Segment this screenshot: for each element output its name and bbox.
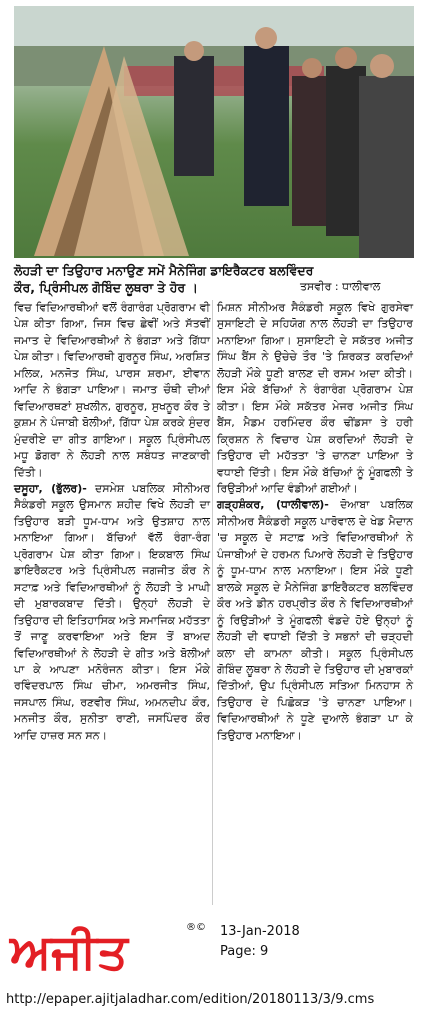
logo-text: ਅਜੀਤ xyxy=(10,924,128,978)
photo-illustration xyxy=(14,6,414,258)
dateline: ਗੜ੍ਹਸ਼ੰਕਰ, (ਧਾਲੀਵਾਲ)- xyxy=(217,498,329,512)
article-text: ਦਸਮੇਸ਼ ਪਬਲਿਕ ਸੀਨੀਅਰ ਸੈਕੰਡਰੀ ਸਕੂਲ ਉਸਮਾਨ ਸ਼ਹੀਦ ਵਿਖੇ ਲੋਹੜੀ ਦਾ ਤਿਉਹਾਰ ਬੜੀ ਧੂਮ-ਧਾਮ ਅਤੇ ਉਤਸ਼ਾਹ ਨਾਲ ਮਨਾਇਆ ਗਿਆ। ਬੱਚਿਆਂ ਵੱਲੋਂ ਰੰਗਾ-ਰੰਗ ਪ੍ਰੋਗਰਾਮ ਪੇਸ਼ ਕੀਤਾ ਗਿਆ। ਇਕਬਾਲ ਸਿੰਘ ਡਾਇਰੈਕਟਰ ਅਤੇ ਪ੍ਰਿੰਸੀਪਲ ਜਗਜੀਤ ਕੌਰ ਨੇ ਸਟਾਫ਼ ਅਤੇ ਵਿਦਿਆਰਥੀਆਂ ਨੂੰ ਲੋਹੜੀ ਤੇ ਮਾਘੀ ਦੀ ਮੁਬਾਰਕਬਾਦ ਦਿੱਤੀ। ਉਨ੍ਹਾਂ ਲੋਹੜੀ ਦੇ ਤਿਉਹਾਰ ਦੀ ਇਤਿਹਾਸਿਕ ਅਤੇ ਸਮਾਜਿਕ ਮਹੱਤਤਾ ਤੋਂ ਜਾਣੂ ਕਰਵਾਇਆ ਅਤੇ ਇਸ ਤੋਂ ਬਾਅਦ ਵਿਦਿਆਰਥੀਆਂ ਨੇ ਲੋਹੜੀ ਦੇ ਗੀਤ ਅਤੇ ਬੋਲੀਆਂ ਪਾ ਕੇ ਆਪਣਾ ਮਨੋਰੰਜਨ ਕੀਤਾ। ਇਸ ਮੌਕੇ ਰਵਿੰਦਰਪਾਲ ਸਿੰਘ ਚੀਮਾ, ਅਮਰਜੀਤ ਸਿੰਘ, ਜਸਪਾਲ ਸਿੰਘ, ਰਣਵੀਰ ਸਿੰਘ, ਅਮਨਦੀਪ ਕੌਰ, ਮਨਜੀਤ ਕੌਰ, ਸੁਨੀਤਾ ਰਾਣੀ, ਜਸਪਿੰਦਰ ਕੌਰ ਆਦਿ ਹਾਜ਼ਰ ਸਨ ਸਨ। xyxy=(14,481,211,742)
person-1-head xyxy=(184,41,204,61)
article-column-left xyxy=(14,300,210,744)
article-paragraph xyxy=(217,497,413,744)
dateline: ਦਸੂਹਾ, (ਭੁੱਲਰ)- xyxy=(14,481,87,495)
person-3-head xyxy=(302,58,322,78)
article-paragraph: ਮਿਸ਼ਨ ਸੀਨੀਅਰ ਸੈਕੰਡਰੀ ਸਕੂਲ ਵਿਖੇ ਗੁਰਸੇਵਾ ਸੁਸਾਇਟੀ ਦੇ ਸਹਿਯੋਗ ਨਾਲ ਲੋਹੜੀ ਦਾ ਤਿਉਹਾਰ ਮਨਾਇਆ ਗਿਆ। ਸੁਸਾਇਟੀ ਦੇ ਸਕੱਤਰ ਅਜੀਤ ਸਿੰਘ ਬੈਂਸ ਨੇ ਉਚੇਚੇ ਤੌਰ 'ਤੇ ਸ਼ਿਰਕਤ ਕਰਦਿਆਂ ਲੋਹੜੀ ਮੌਕੇ ਧੂਣੀ ਬਾਲਣ ਦੀ ਰਸਮ ਅਦਾ ਕੀਤੀ। ਇਸ ਮੌਕੇ ਬੱਚਿਆਂ ਨੇ ਰੰਗਾਰੰਗ ਪ੍ਰੋਗਰਾਮ ਪੇਸ਼ ਕੀਤਾ। ਇਸ ਮੌਕੇ ਸਕੱਤਰ ਮੇਜਰ ਅਜੀਤ ਸਿੰਘ ਬੈਂਸ, ਮੈਡਮ ਹਰਮਿੰਦਰ ਕੌਰ ਢੀਂਡਸਾ ਤੇ ਹਰੀ ਕ੍ਰਿਸ਼ਨ ਨੇ ਵਿਚਾਰ ਪੇਸ਼ ਕਰਦਿਆਂ ਲੋਹੜੀ ਦੇ ਤਿਉਹਾਰ ਦੀ ਮਹੱਤਤਾ 'ਤੇ ਚਾਨਣਾ ਪਾਇਆ ਤੇ ਵਧਾਈ ਦਿੱਤੀ। ਇਸ ਮੌਕੇ ਬੱਚਿਆਂ ਨੂੰ ਮੂੰਗਫਲੀ ਤੇ ਰਿਉੜੀਆਂ ਆਦਿ ਵੰਡੀਆਂ ਗਈਆਂ। xyxy=(217,301,413,495)
registered-mark: ®© xyxy=(186,922,206,933)
article-text: ਦੋਆਬਾ ਪਬਲਿਕ ਸੀਨੀਅਰ ਸੈਕੰਡਰੀ ਸਕੂਲ ਪਾਰੋਵਾਲ ਦੇ ਖੇਡ ਮੈਦਾਨ 'ਚ ਸਕੂਲ ਦੇ ਸਟਾਫ਼ ਅਤੇ ਵਿਦਿਆਰਥੀਆਂ ਨੇ ਪੰਜਾਬੀਆਂ ਦੇ ਹਰਮਨ ਪਿਆਰੇ ਲੋਹੜੀ ਦੇ ਤਿਉਹਾਰ ਨੂੰ ਧੂਮ-ਧਾਮ ਨਾਲ ਮਨਾਇਆ। ਇਸ ਮੌਕੇ ਧੂਣੀ ਬਾਲਕੇ ਸਕੂਲ ਦੇ ਮੈਨੇਜਿੰਗ ਡਾਇਰੈਕਟਰ ਬਲਵਿੰਦਰ ਕੌਰ ਅਤੇ ਡੀਨ ਹਰਪ੍ਰੀਤ ਕੌਰ ਨੇ ਵਿਦਿਆਰਥੀਆਂ ਨੂੰ ਰਿਉੜੀਆਂ ਤੇ ਮੂੰਗਫਲੀ ਵੰਡਦੇ ਹੋਏ ਉਨ੍ਹਾਂ ਨੂੰ ਲੋਹੜੀ ਦੀ ਵਧਾਈ ਦਿੱਤੀ ਤੇ ਸਭਨਾਂ ਦੀ ਚੜ੍ਹਦੀ ਕਲਾ ਦੀ ਕਾਮਨਾ ਕੀਤੀ। ਸਕੂਲ ਪ੍ਰਿੰਸੀਪਲ ਗੋਬਿੰਦ ਲੂਥਰਾ ਨੇ ਲੋਹੜੀ ਦੇ ਤਿਉਹਾਰ ਦੀ ਮੁਬਾਰਕਾਂ ਦਿੱਤੀਆਂ, ਉਪ ਪ੍ਰਿੰਸੀਪਲ ਸਤਿਆ ਮਿਨਹਾਸ ਨੇ ਤਿਉਹਾਰ ਦੇ ਪਿਛੋਕੜ 'ਤੇ ਚਾਨਣਾ ਪਾਇਆ। ਵਿਦਿਆਰਥੀਆਂ ਨੇ ਧੂਣੇ ਦੁਆਲੇ ਭੰਗੜਾ ਪਾ ਕੇ ਤਿਉਹਾਰ ਮਨਾਇਆ। xyxy=(217,498,413,742)
news-photo xyxy=(14,6,414,258)
person-5 xyxy=(359,76,414,258)
photo-credit: ਤਸਵੀਰ : ਧਾਲੀਵਾਲ xyxy=(300,280,381,293)
article-paragraph: ਵਿਚ ਵਿਦਿਆਰਥੀਆਂ ਵਲੋਂ ਰੰਗਾਰੰਗ ਪ੍ਰੋਗਰਾਮ ਵੀ ਪੇਸ਼ ਕੀਤਾ ਗਿਆ, ਜਿਸ ਵਿਚ ਛੇਵੀਂ ਅਤੇ ਸੱਤਵੀਂ ਜਮਾਤ ਦੇ ਵਿਦਿਆਰਥੀਆਂ ਨੇ ਭੰਗੜਾ ਅਤੇ ਗਿੱਧਾ ਪੇਸ਼ ਕੀਤਾ। ਵਿਦਿਆਰਥੀ ਗੁਰਨੂਰ ਸਿੰਘ, ਅਰਸ਼ਿਤ ਮਲਿਕ, ਮਨਜੋਤ ਸਿੰਘ, ਪਾਰਸ ਸ਼ਰਮਾ, ਈਵਾਨ ਆਦਿ ਨੇ ਭੰਗੜਾ ਪਾਇਆ। ਜਮਾਤ ਚੌਥੀ ਦੀਆਂ ਵਿਦਿਆਰਥਣਾਂ ਸੁਖਲੀਨ, ਗੁਰਨੂਰ, ਸੁਖਨੂਰ ਕੌਰ ਤੇ ਕੁਸ਼ਮ ਨੇ ਪੰਜਾਬੀ ਬੋਲੀਆਂ, ਗਿੱਧਾ ਪੇਸ਼ ਕਰਕੇ ਸੁੰਦਰ ਮੁੰਦਰੀਏ ਦਾ ਗੀਤ ਗਾਇਆ। ਸਕੂਲ ਪ੍ਰਿੰਸੀਪਲ ਮਧੂ ਡੋਗਰਾ ਨੇ ਲੋਹੜੀ ਨਾਲ ਸਬੰਧਤ ਜਾਣਕਾਰੀ ਦਿੱਤੀ। xyxy=(14,301,210,479)
caption-line-1: ਲੋਹੜੀ ਦਾ ਤਿਉਹਾਰ ਮਨਾਉਣ ਸਮੇਂ ਮੈਨੇਜਿੰਗ ਡਾਇਰੈਕਟਰ ਬਲਵਿੰਦਰ xyxy=(14,263,314,278)
person-5-head xyxy=(370,54,394,78)
page-number: Page: 9 xyxy=(220,944,269,959)
person-2 xyxy=(244,46,289,206)
column-divider xyxy=(212,300,213,905)
caption-line-2: ਕੌਰ, ਪ੍ਰਿੰਸੀਪਲ ਗੋਬਿੰਦ ਲੂਥਰਾ ਤੇ ਹੋਰ । xyxy=(14,280,198,295)
ajit-logo xyxy=(8,918,198,978)
person-4-head xyxy=(335,47,357,69)
person-2-head xyxy=(255,27,277,49)
source-url[interactable]: http://epaper.ajitjaladhar.com/edition/20180113/3/9.cms xyxy=(6,992,375,1007)
article-column-right xyxy=(217,300,413,744)
edition-date: 13-Jan-2018 xyxy=(220,924,300,939)
person-1 xyxy=(174,56,214,176)
article-paragraph xyxy=(14,481,210,744)
